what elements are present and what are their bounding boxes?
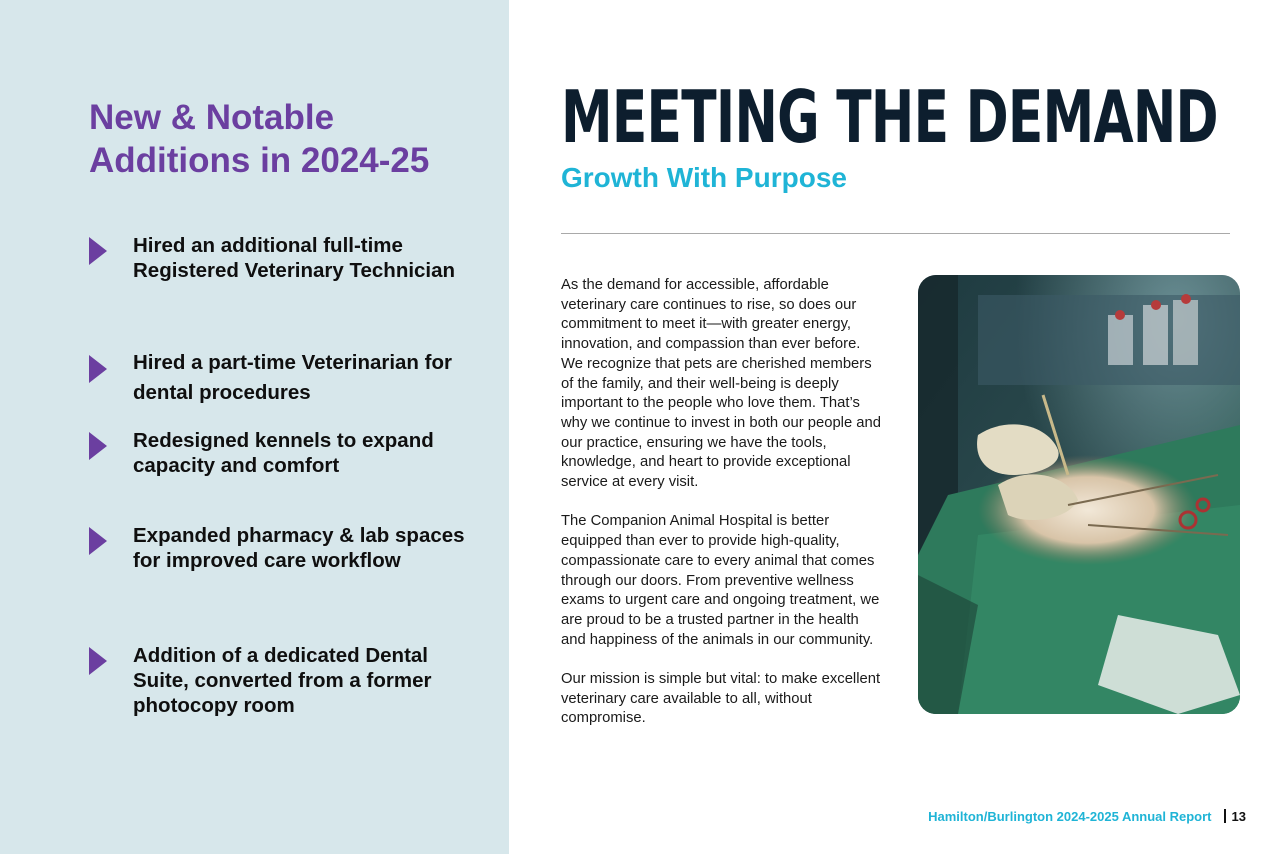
surgery-photo-illustration — [918, 275, 1240, 714]
body-paragraph: Our mission is simple but vital: to make excellent veterinary care available to all, without compromise. — [561, 671, 881, 727]
divider — [561, 233, 1230, 234]
triangle-arrow-icon — [89, 527, 107, 555]
page-number: 13 — [1231, 809, 1246, 824]
sidebar-heading-line1: New & Notable — [89, 98, 335, 137]
triangle-arrow-icon — [89, 237, 107, 265]
body-paragraph: As the demand for accessible, affordable veterinary care continues to rise, so does our commitment to meet it—with greater energy, innovation, and compassion than ever before. We recognize that pets are cherished members of the family, and their well-being is deeply important to the people who love them. That’s why we continue to invest in both our people and our practice, ensuring we have the tools, knowledge, and heart to provide exceptional service at every visit. — [561, 277, 881, 491]
triangle-arrow-icon — [89, 647, 107, 675]
triangle-arrow-icon — [89, 355, 107, 383]
footer-separator — [1224, 809, 1226, 823]
list-item-label: Expanded pharmacy & lab spaces for improved care workflow — [133, 524, 465, 572]
triangle-arrow-icon — [89, 432, 107, 460]
page-title: MEETING THE DEMAND — [561, 75, 1218, 159]
body-text — [561, 276, 886, 749]
surgery-photo — [918, 275, 1240, 714]
body-paragraph: The Companion Animal Hospital is better equipped than ever to provide high-quality, compassionate care to every animal that comes through our doors. From preventive wellness exams to urgent care and ongoing treatment, we are proud to be a trusted partner in the health and happiness of the animals in our community. — [561, 513, 880, 648]
list-item-label: Hired a part-time Veterinarian for dental procedures — [133, 351, 452, 404]
footer-report-title: Hamilton/Burlington 2024-2025 Annual Report — [928, 809, 1212, 824]
footer — [928, 808, 1246, 826]
list-item-label: Hired an additional full-time Registered Veterinary Technician — [133, 234, 456, 282]
list-item-label: Redesigned kennels to expand capacity and comfort — [133, 429, 434, 477]
sidebar-heading — [89, 96, 489, 182]
sidebar-heading-line2: Additions in 2024-25 — [89, 141, 430, 180]
page-subtitle: Growth With Purpose — [561, 162, 847, 193]
list-item-label: Addition of a dedicated Dental Suite, converted from a former photocopy room — [133, 644, 432, 717]
left-panel — [0, 0, 509, 854]
